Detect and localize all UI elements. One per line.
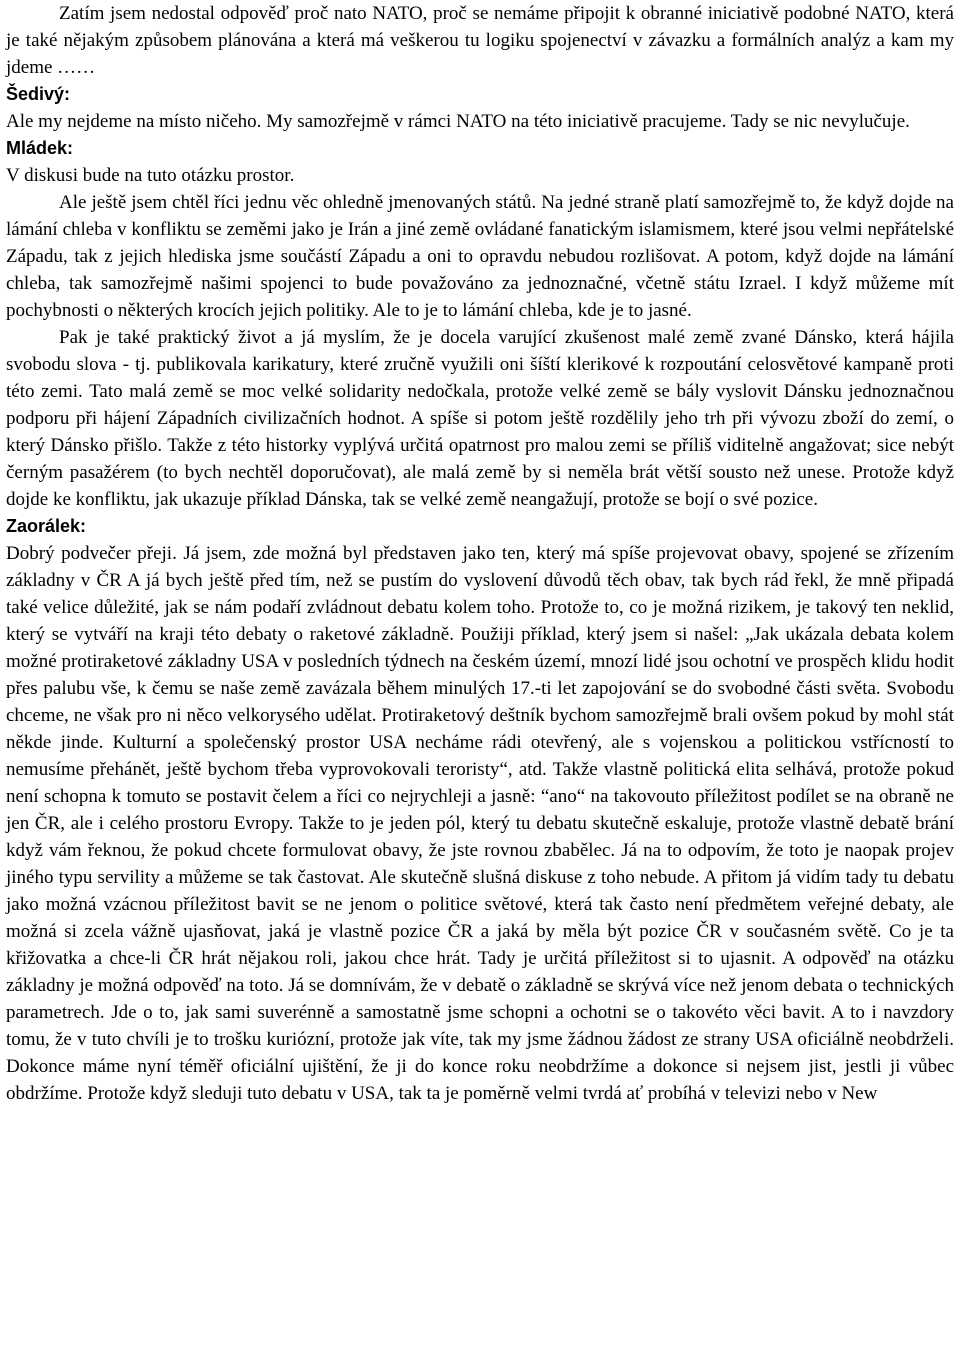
speaker-name-mladek: Mládek: — [6, 138, 74, 158]
paragraph-intro-question: Zatím jsem nedostal odpověď proč nato NATO, proč se nemáme připojit k obranné iniciativě podobné NATO, která je také nějakým způsobem plánována a která má veškerou tu logiku spojenectví v závazku a formálních analýz a kam my jdeme …… — [6, 3, 954, 78]
speaker-name-zaoralek: Zaorálek: — [6, 516, 87, 536]
speaker-name-sedivy: Šedivý: — [6, 84, 71, 104]
paragraph-mladek-states: Ale ještě jsem chtěl říci jednu věc ohledně jmenovaných států. Na jedné straně platí samozřejmě to, že když dojde na lámání chleba v konfliktu se zeměmi jako je Irán a jiné země ovládané fanatickým islamismem, které jsou velmi nepřátelské Západu, tak z jejich hlediska jsme součástí Západu a oni to opravdu nebudou rozlišovat. A potom, když dojde na lámání chleba, tak samozřejmě našimi spojenci to bude považováno za jednoznačné, včetně státu Izrael. I když můžeme mít pochybnosti o některých krocích jejich politiky. Ale to je to lámání chleba, kde je to jasné. — [6, 192, 954, 321]
paragraph-zaoralek-speech: Dobrý podvečer přeji. Já jsem, zde možná byl představen jako ten, který má spíše projevovat obavy, spojené se zřízením základny v ČR A já bych ještě před tím, než se pustím do vyslovení důvodů těch obav, tak bych rád řekl, že mně připadá také velice důležité, jak se nám podaří zvládnout debatu kolem toho. Protože to, co je možná rizikem, je takový ten neklid, který se vytváří na kraji této debaty o raketové základně. Použiji příklad, který jsem si našel: „Jak ukázala debata kolem možné protiraketové základny USA v posledních týdnech na českém území, mnozí lidé jsou ochotní ve prospěch klidu hodit přes palubu vše, k čemu se naše země zavázala během minulých 17.-ti let zapojování se do svobodné části světa. Svobodu chceme, ne však pro ni něco velkorysého udělat. Protiraketový deštník bychom samozřejmě brali ovšem pokud by mohl stát někde jinde. Kulturní a společenský prostor USA necháme rádi otevřený, ale s vojenskou a politickou vstřícností to nemusíme přehánět, ještě bychom třeba vyprovokovali teroristy“, atd. Takže vlastně politická elita selhává, protože pokud není schopna k tomuto se postavit čelem a říci co nejrychleji a jasně: “ano“ na takovouto příležitost podílet se na obraně ne jen ČR, ale i celého prostoru Evropy. Takže to je jeden pól, který tu debatu skutečně eskaluje, protože vlastně debatě brání když vám řeknou, že pokud chcete formulovat obavy, že jste rovnou zbabělec. Já na to odpovím, že toto je naopak projev jiného typu servility a můžeme se tak častovat. Ale skutečně slušná diskuse z toho nebude. A přitom já vidím tady tu debatu jako možná vzácnou příležitost bavit se ne jenom o politice světové, která tak často není předmětem veřejné debaty, ale možná si zcela vážně ujasňovat, jaká je vlastně pozice ČR a jaká by měla být pozice ČR v současném světě. Co je ta křižovatka a chce-li ČR hrát nějakou roli, jakou chce hrát. Tady je určitá příležitost si to ujasnit. A odpověď na otázku základny je možná odpověď na toto. Já se domnívám, že v debatě o základně se skrývá více než jenom debata o technických parametrech. Jde o to, jak sami suverénně a samostatně jsme schopni a ochotni se o takovéto věci bavit. A to i navzdory tomu, že v tuto chvíli je to trošku kuriózní, protože jak víte, tak my jsme žádnou žádost ze strany USA oficiálně neobdrželi. Dokonce máme nyní téměř oficiální ujištění, že ji do konce roku neobdržíme a dokonce si nejsem jist, jestli ji vůbec obdržíme. Protože když sleduji tuto debatu v USA, tak ta je poměrně velmi tvrdá ať probíhá v televizi nebo v New — [6, 543, 954, 1104]
paragraph-mladek-reply: V diskusi bude na tuto otázku prostor. — [6, 165, 295, 186]
paragraph-sedivy-reply: Ale my nejdeme na místo ničeho. My samozřejmě v rámci NATO na této iniciativě pracujeme. Tady se nic nevylučuje. — [6, 111, 910, 132]
paragraph-mladek-denmark: Pak je také praktický život a já myslím, že je docela varující zkušenost malé země zvané Dánsko, která hájila svobodu slova - tj. publikovala karikatury, které zručně využili oni šíští klerikové k rozpoutání celosvětové kampaně proti této zemi. Tato malá země se moc velké solidarity nedočkala, protože velké země se bály vyslovit Dánsku jednoznačnou podporu při hájení Západních civilizačních hodnot. A spíše si potom ještě rozdělily jeho trh při vývozu zboží do zemí, o který Dánsko přišlo. Takže z této historky vyplývá určitá opatrnost pro malou zemi se příliš viditelně angažovat; sice nebýt černým pasažérem (to bych nechtěl doporučovat), ale malá země by si neměla brát větší sousto než unese. Protože když dojde ke konfliktu, jak ukazuje příklad Dánska, tak se velké země neangažují, protože se bojí o své pozice. — [6, 327, 954, 510]
